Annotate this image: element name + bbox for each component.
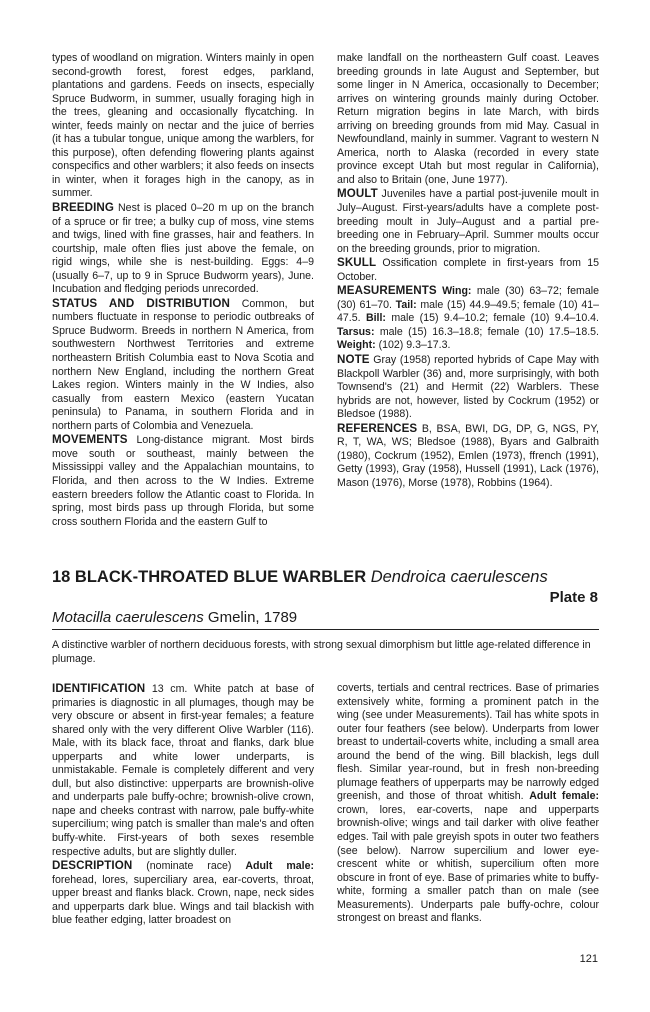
- section-heading: STATUS AND DISTRIBUTION: [52, 296, 230, 310]
- section-text: forehead, lores, superciliary area, ear-coverts, throat, upper breast and flanks black. Crown, nape, neck sides and upperparts dark blue. Wings and tail blackish with blue feather edging, latter broadest on: [52, 873, 314, 927]
- species-scientific-name: Dendroica caerulescens: [370, 568, 548, 586]
- section-text: Nest is placed 0–20 m up on the branch of a spruce or fir tree; a bulky cup of moss, vine stems and twigs, lined with fine grasses, hair and feathers. In courtship, male often flies just above the female, on rigid wings, while she is nest-building. Eggs: 4–9 (usually 6–7, up to 9 in Spruce Budworm years), June. Incubation and fledging periods unrecorded.: [52, 202, 314, 296]
- section-text: Long-distance migrant. Most birds move south or southeast, mainly between the Mississippi valley and the Appalachian mountains, to Florida, and then across to the W Indies. Extreme eastern breeders follow the Atlantic coast to Florida. In spring, most birds pass up through Florida, but some cross southern Florida and the eastern Gulf to: [52, 434, 314, 528]
- species-name: 18 BLACK-THROATED BLUE WARBLER: [52, 568, 367, 586]
- adult-male-label: Adult male:: [245, 860, 314, 873]
- section-heading: IDENTIFICATION: [52, 682, 146, 695]
- top-right-column: [337, 52, 599, 491]
- description-continued: [337, 682, 599, 926]
- measure-value: male (30) 63–72; female (30) 61–70.: [337, 285, 599, 311]
- section-status: [52, 297, 314, 433]
- section-heading: SKULL: [337, 256, 377, 270]
- section-identification: [52, 682, 314, 859]
- species-synonym: [52, 609, 297, 626]
- synonym-author: Gmelin, 1789: [207, 609, 298, 626]
- section-heading: BREEDING: [52, 201, 114, 215]
- measure-value: male (15) 9.4–10.2; female (10) 9.4–10.4.: [391, 312, 599, 325]
- section-heading: MOVEMENTS: [52, 433, 128, 447]
- section-text: Ossification complete in first-years from 15 October.: [337, 257, 599, 283]
- section-heading: REFERENCES: [337, 421, 418, 435]
- section-references: [337, 422, 599, 491]
- section-text: B, BSA, BWI, DG, DP, G, NGS, PY, R, T, WA, WS; Bledsoe (1988), Byars and Galbraith (1980), Cockrum (1952), Emlen (1973), ffrench (1991), Getty (1993), Gray (1958), Hussell (1991), Lack (1976), Mason (1976), Morse (1978), Robbins (1964).: [337, 422, 599, 489]
- section-heading: NOTE: [337, 353, 370, 367]
- section-heading: MEASUREMENTS: [337, 284, 437, 298]
- plate-label: Plate 8: [549, 589, 598, 606]
- section-measurements: [337, 284, 599, 353]
- section-moult: [337, 187, 599, 256]
- section-skull: [337, 256, 599, 284]
- description-race: (nominate race): [146, 860, 232, 873]
- species-intro: A distinctive warbler of northern deciduous forests, with strong sexual dimorphism but little age-related difference in plumage.: [52, 639, 591, 665]
- measure-value: male (15) 16.3–18.8; female (10) 17.5–18.5.: [379, 325, 599, 338]
- measure-label: Tarsus:: [337, 325, 375, 338]
- section-movements: [52, 433, 314, 529]
- bottom-left-column: [52, 682, 314, 928]
- measure-value: male (15) 44.9–49.5; female (10) 41–47.5.: [337, 298, 599, 325]
- measure-label: Weight:: [337, 339, 376, 352]
- measure-value: (102) 9.3–17.3.: [378, 339, 451, 352]
- header-divider: [52, 629, 599, 630]
- measure-label: Tail:: [395, 298, 417, 311]
- paragraph-habits: types of woodland on migration. Winters mainly in open second-growth forest, forest edges, parkland, plantations and gardens. Feeds on insects, especially Spruce Budworm, in summer, usually foraging high in the trees, gleaning and occasionally flycatching. In winter, feeds mainly on nectar and the juice of berries (it has a tubular tongue, unique among the warblers, for this purpose), often defending flowering plants against conspecifics and other warblers; it also feeds on insects in winter, when it forages high in the canopy, as in summer.: [52, 52, 314, 200]
- bottom-right-column: [337, 682, 599, 926]
- section-text: crown, lores, ear-coverts, nape and upperparts brownish-olive; wings and tail darker with olive feather edges. Tail with pale greyish spots in outer two feathers (see below). Narrow supercilium and lower eye-crescent white or whitish, supercilium often more obscure in front of eye. Base of primaries white to buffy-white, forming a smaller patch than on male (see Measurements). Underparts pale buffy-ochre, colour strongest on breast and flanks.: [337, 803, 599, 925]
- section-text: Juveniles have a partial post-juvenile moult in July–August. First-years/adults have a complete post-breeding moult in July–August and a partial pre-breeding one in February–April. Summer moults occur on the breeding grounds, prior to migration.: [337, 188, 599, 255]
- measure-label: Bill:: [365, 312, 386, 325]
- section-text: Gray (1958) reported hybrids of Cape May with Blackpoll Warbler (36) and, more surprisingly, with both Townsend's (21) and Hermit (22) Warblers. These hybrids are not, however, listed by Cockrum (1952) or Bledsoe (1988).: [337, 354, 599, 421]
- synonym-scientific-name: Motacilla caerulescens: [52, 609, 204, 626]
- adult-female-label: Adult female:: [529, 790, 600, 803]
- section-text: coverts, tertials and central rectrices. Base of primaries extensively white, forming a prominent patch in the wing (see under Measurements). Tail has white spots in outer four feathers (see below). Underparts from lower breast to undertail-coverts white, including a small area around the bend of the wing. Bill blackish, legs dull flesh. Similar year-round, but in fresh non-breeding plumage feathers of upperparts may be narrowly edged greenish, and those of throat whitish.: [337, 682, 599, 803]
- section-text: Common, but numbers fluctuate in response to periodic outbreaks of Spruce Budworm. Breeds in northern N America, from southwestern Northwest Territories and extreme northeastern British Columbia east to Nova Scotia and northern New England, including the northern Great Lakes region. Winters mainly in the W Indies, also casually from eastern Mexico (eastern Yucatan peninsula) to Panama, in southern Florida and in northern parts of Colombia and Venezuela.: [52, 297, 315, 432]
- section-heading: MOULT: [337, 187, 378, 201]
- measure-label: Wing:: [442, 285, 472, 298]
- species-title: [52, 568, 548, 587]
- section-text: 13 cm. White patch at base of primaries is diagnostic in all plumages, though may be very obscure or absent in first-year females; a feature shared only with the very different Olive Warbler (116). Male, with its black face, throat and flanks, dark blue upperparts and white lower underparts, is unmistakable. Female is completely different and very dull, but also distinctive: upperparts are brownish-olive and underparts pale buffy-ochre; brownish-olive crown, nape and cheeks contrast with narrow, pale buffy-white supercilium; wing patch is smaller than male's and often buffy-white. First-years of both sexes resemble respective adults, but are slightly duller.: [52, 683, 314, 858]
- section-heading: DESCRIPTION: [52, 859, 133, 873]
- section-description: [52, 859, 314, 928]
- section-note: [337, 353, 599, 422]
- top-left-column: [52, 52, 314, 529]
- paragraph-migration: make landfall on the northeastern Gulf coast. Leaves breeding grounds in late August and September, but some linger in N America, occasionally to December; arrives on wintering grounds mainly during October. Return migration begins in late March, with birds arriving on breeding grounds from mid May. Casual in Newfoundland, mainly in summer. Vagrant to western N America, north to Alaska (recorded in every state province except Utah but most regular in California), and also to Britain (one, June 1977).: [337, 52, 599, 186]
- page-number: 121: [579, 953, 598, 965]
- section-breeding: [52, 201, 314, 297]
